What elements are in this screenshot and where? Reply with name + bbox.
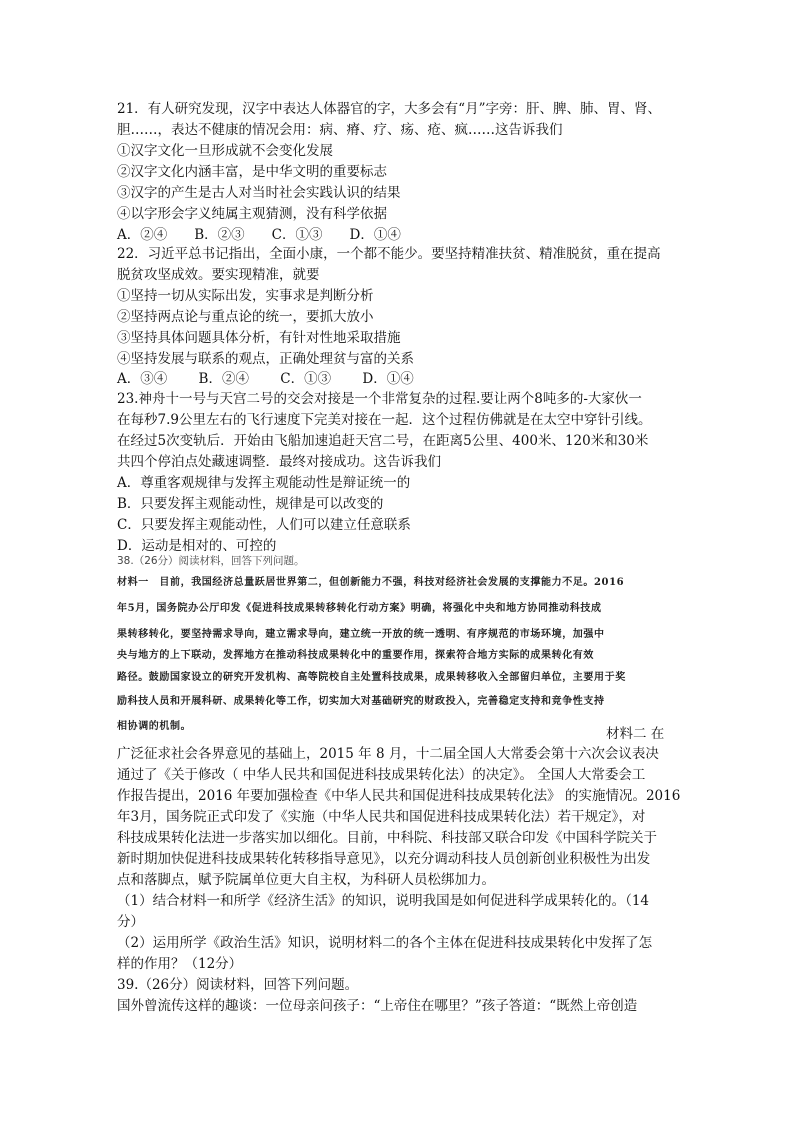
q23-option-c: C．只要发挥主观能动性，人们可以建立任意联系: [117, 517, 411, 533]
q38-material2-line3: 作报告提出，2016 年要加强检查《中华人民共和国促进科技成果转化法》 的实施情况。2016: [117, 788, 681, 804]
q22-stem-line1: 22．习近平总书记指出，全面小康，一个都不能少。要坚持精准扶贫、精准脱贫，重在提高: [117, 246, 661, 262]
q38-material1-line7: 相协调的机制。: [117, 721, 192, 732]
q38-material2-line2: 通过了《关于修改（ 中华人民共和国促进科技成果转化法）的决定》。 全国人大常委会工: [117, 767, 646, 783]
q21-stem-line1: 21．有人研究发现，汉字中表达人体器官的字，大多会有“月”字旁：肝、脾、肺、胃、肾、: [117, 101, 661, 117]
q23-option-a: A．尊重客观规律与发挥主观能动性是辩证统一的: [117, 475, 411, 491]
q38-subquestion2-line2: 样的作用？（12分）: [117, 956, 243, 972]
q38-subquestion2-line1: （2）运用所学《政治生活》知识，说明材料二的各个主体在促进科技成果转化中发挥了怎: [117, 935, 653, 951]
q23-stem-line4: 共四个停泊点处藏速调整．最终对接成功。这告诉我们: [117, 454, 441, 470]
q23-stem-line3: 在经过5次变轨后．开始由飞船加速追赶天宫二号，在距离5公里、400米、120米和30米: [117, 433, 649, 449]
q22-option-2: ②坚持两点论与重点论的统一，要抓大放小: [117, 309, 374, 325]
q38-subquestion1-line2: 分）: [117, 914, 144, 930]
q38-header: 38.（26分）阅读材料，回答下列问题。: [117, 555, 305, 567]
q38-material2-line4: 年3月，国务院正式印发了《实施（中华人民共和国促进科技成果转化法）若干规定》，对: [117, 809, 646, 825]
q38-material1-line1: 材料一 目前，我国经济总量跃居世界第二，但创新能力不强，科技对经济社会发展的支撑能力不足。2016: [117, 577, 625, 588]
q21-option-1: ①汉字文化一旦形成就不会变化发展: [117, 143, 333, 159]
q38-material1-line3: 果转移转化，要坚持需求导向，建立需求导向，建立统一开放的统一透明、有序规范的市场环境，加强中: [117, 629, 605, 640]
q22-option-3: ③坚持具体问题具体分析，有针对性地采取措施: [117, 330, 401, 346]
q21-option-3: ③汉字的产生是古人对当时社会实践认识的结果: [117, 185, 401, 201]
q23-stem-line2: 在每秒7.9公里左右的飞行速度下完美对接在一起．这个过程仿佛就是在太空中穿针引线。: [117, 412, 652, 428]
q38-material1-line2: 年5月，国务院办公厅印发《促进科技成果转移转化行动方案》明确，将强化中央和地方协同推动科技成: [117, 603, 602, 614]
q21-option-2: ②汉字文化内涵丰富，是中华文明的重要标志: [117, 164, 387, 180]
q23-stem-line1: 23.神舟十一号与天宫二号的交会对接是一个非常复杂的过程.要让两个8吨多的-大家伙一: [117, 391, 642, 407]
q38-material2-line1: 广泛征求社会各界意见的基础上，2015 年 8 月，十二届全国人大常委会第十六次会议表决: [117, 746, 659, 762]
q38-material2-label: 材料二 在: [606, 726, 665, 742]
q38-material2-line6: 新时期加快促进科技成果转化转移指导意见》，以充分调动科技人员创新创业积极性为出发: [117, 851, 651, 867]
q23-option-d: D．运动是相对的、可控的: [117, 538, 277, 554]
q21-stem-line2: 胆……，表达不健康的情况会用：病、瘠、疗、疡、疮、疯……这告诉我们: [117, 122, 563, 138]
q22-option-1: ①坚持一切从实际出发，实事求是判断分析: [117, 288, 374, 304]
q38-material1-line5: 路径。鼓励国家设立的研究开发机构、高等院校自主处置科技成果，成果转移收入全部留归单位，主要用于奖: [117, 672, 626, 683]
q22-stem-line2: 脱贫攻坚成效。要实现精准，就要: [117, 267, 320, 283]
q38-material2-line7: 点和落脚点，赋予院属单位更大自主权，为科研人员松绑加力。: [117, 872, 495, 888]
q21-option-4: ④以字形会字义纯属主观猜测，没有科学依据: [117, 206, 387, 222]
q38-subquestion1-line1: （1）结合材料一和所学《经济生活》的知识，说明我国是如何促进科学成果转化的。（14: [117, 893, 650, 909]
q22-choices: A．③④ B．②④ C．①③ D．①④: [117, 371, 414, 387]
q39-header: 39.（26分）阅读材料，回答下列问题。: [117, 977, 359, 993]
q39-line1: 国外曾流传这样的趣谈：一位母亲问孩子：“上帝住在哪里？”孩子答道：“既然上帝创造: [117, 998, 638, 1014]
q38-material2-line5: 科技成果转化法进一步落实加以细化。目前，中科院、科技部又联合印发《中国科学院关于: [117, 830, 657, 846]
q22-option-4: ④坚持发展与联系的观点，正确处理贫与富的关系: [117, 351, 414, 367]
q21-choices: A．②④ B．②③ C．①③ D．①④: [117, 227, 401, 243]
q23-option-b: B．只要发挥主观能动性，规律是可以改变的: [117, 496, 384, 512]
q38-material1-line4: 央与地方的上下联动，发挥地方在推动科技成果转化中的重要作用，探索符合地方实际的成果转化有效: [117, 650, 594, 661]
q38-material1-line6: 励科技人员和开展科研、成果转化等工作，切实加大对基础研究的财政投入，完善稳定支持和竞争性支持: [117, 696, 605, 707]
